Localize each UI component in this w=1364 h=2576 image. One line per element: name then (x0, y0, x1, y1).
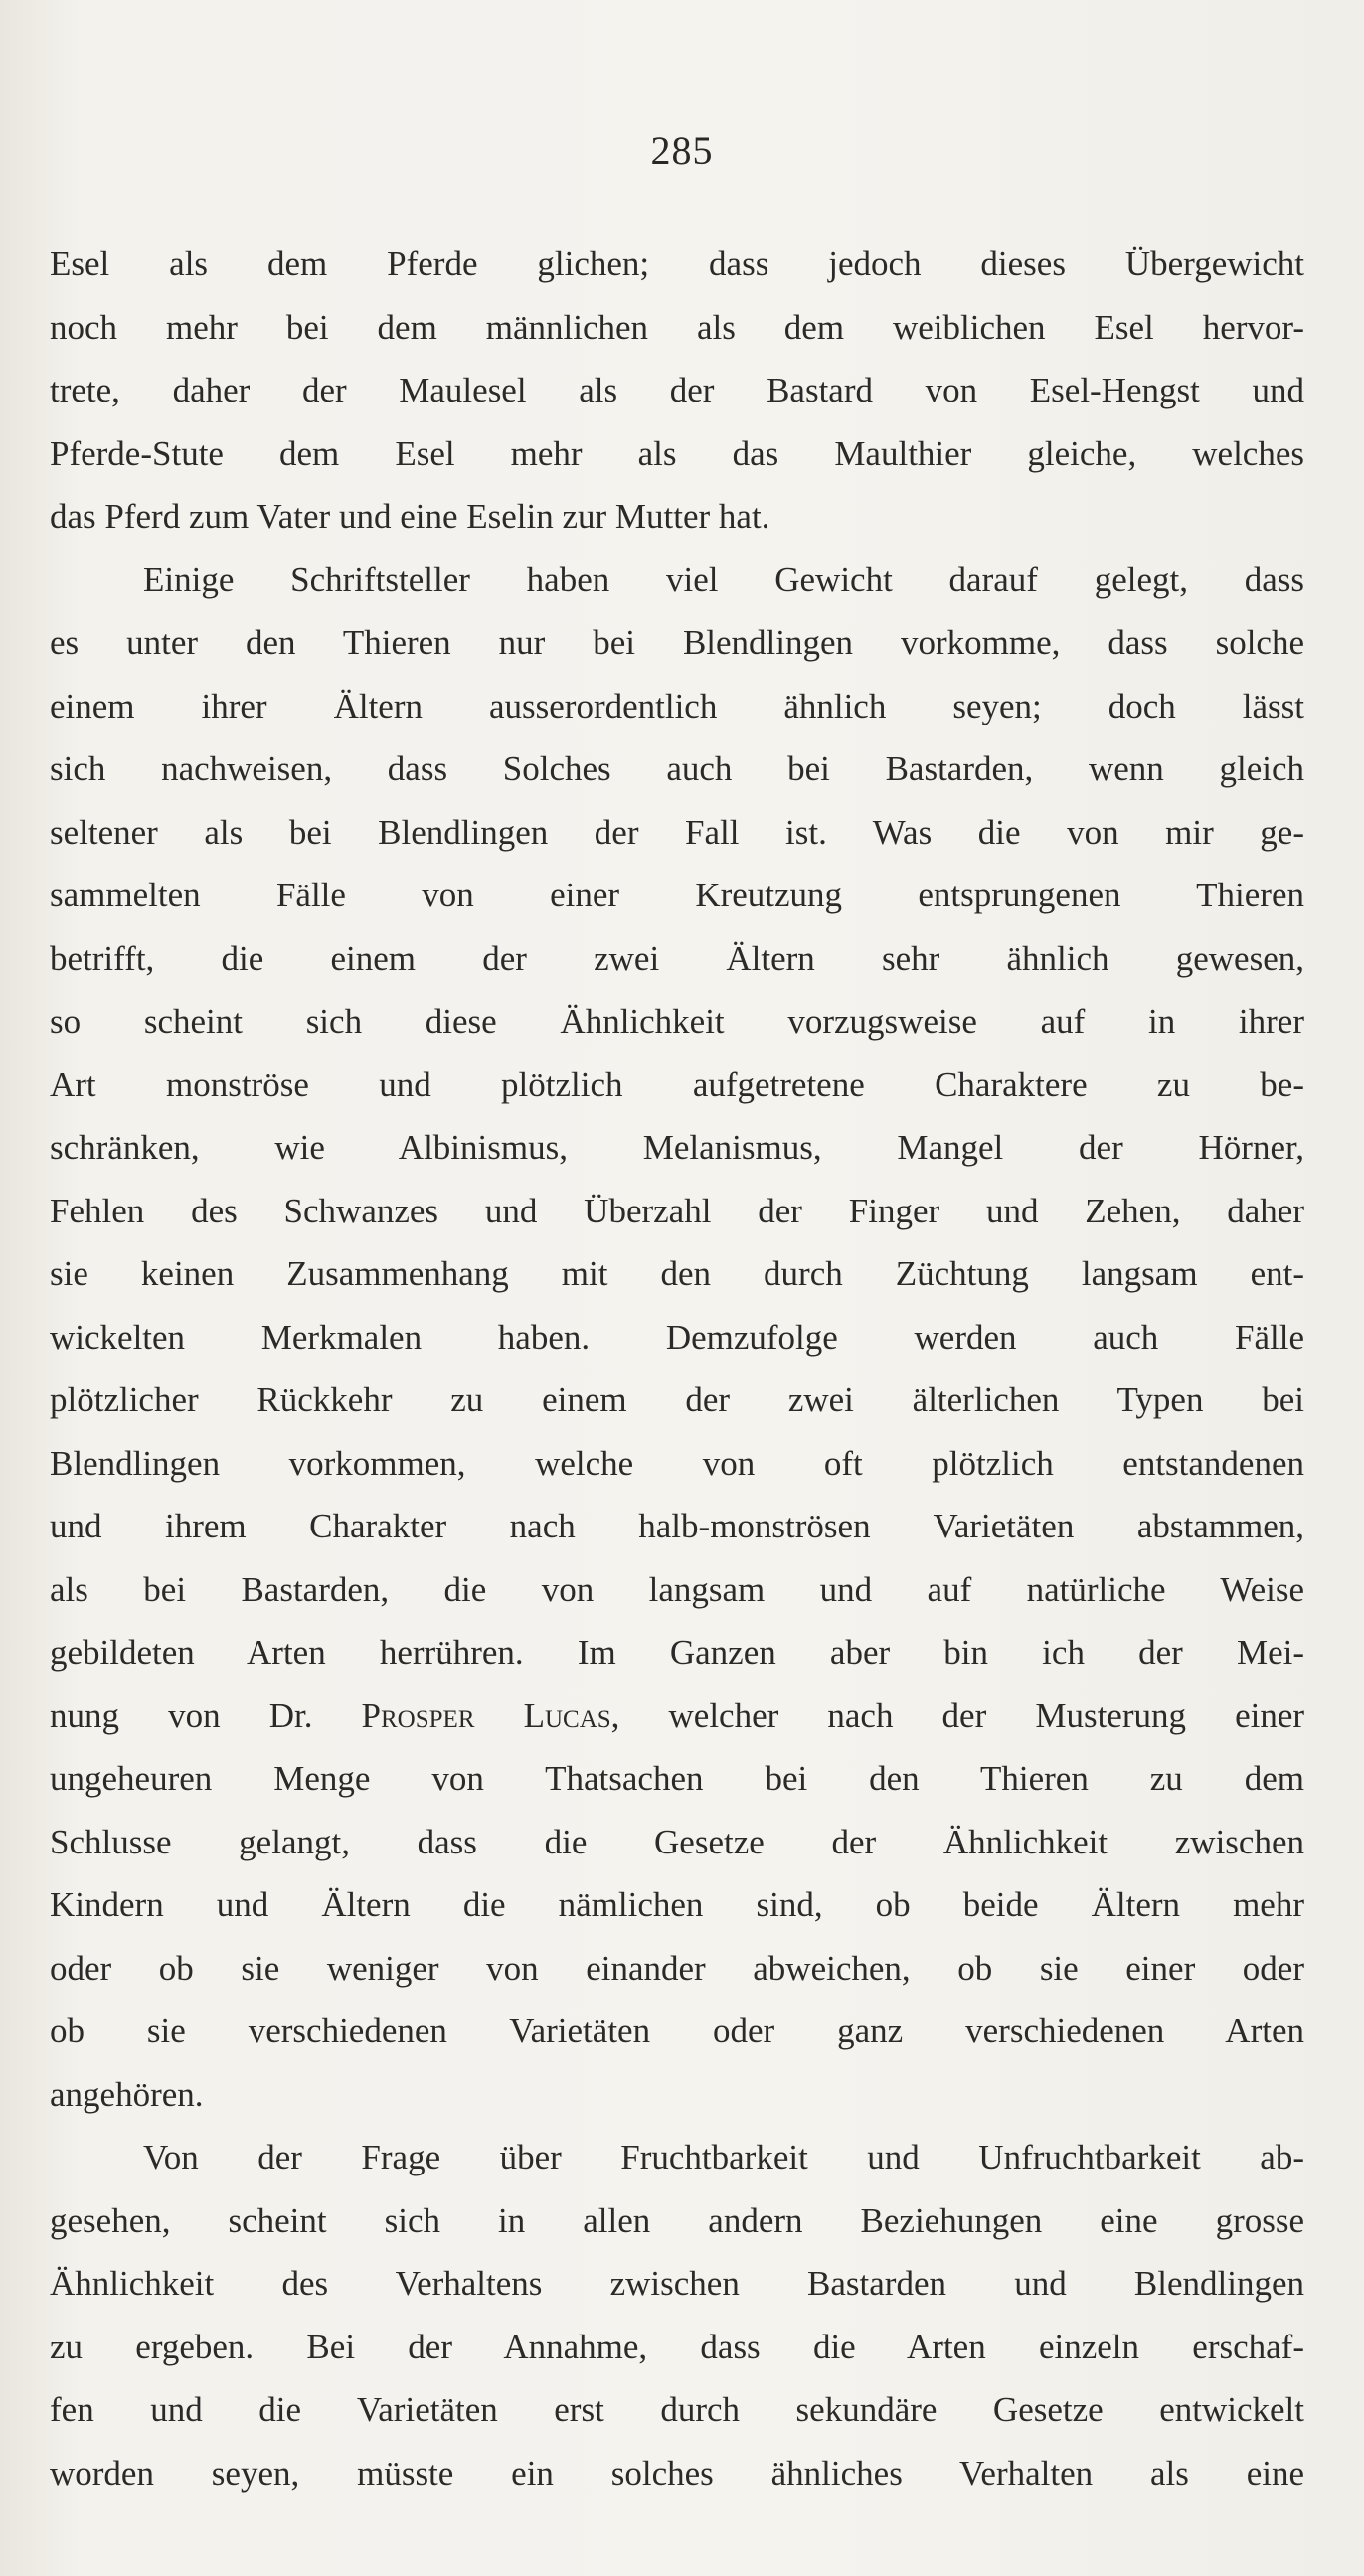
text-line: plötzlicher Rückkehr zu einem der zwei älterlichen Typen bei (50, 1380, 1304, 1419)
text-line: Von der Frage über Fruchtbarkeit und Unfruchtbarkeit ab- (143, 2138, 1304, 2176)
text-line: ob sie verschiedenen Varietäten oder ganz verschiedenen Arten (50, 2012, 1304, 2050)
body-text (50, 233, 1304, 2504)
text-line: noch mehr bei dem männlichen als dem weiblichen Esel hervor- (50, 307, 1304, 347)
text-line: seltener als bei Blendlingen der Fall ist. Was die von mir ge- (50, 812, 1304, 852)
page-number: 285 (650, 128, 714, 173)
text-line: sammelten Fälle von einer Kreutzung entsprungenen Thieren (50, 876, 1304, 914)
text-segment: nung von Dr. (50, 1695, 362, 1735)
text-segment: , welcher nach der Musterung einer (610, 1695, 1305, 1735)
text-line: schränken, wie Albinismus, Melanismus, Mangel der Hörner, (50, 1128, 1304, 1167)
text-line: Kindern und Ältern die nämlichen sind, ob beide Ältern mehr (50, 1885, 1304, 1924)
text-line: Pferde-Stute dem Esel mehr als das Maulthier gleiche, welches (50, 433, 1304, 473)
text-line: wickelten Merkmalen haben. Demzufolge werden auch Fälle (50, 1317, 1304, 1357)
text-line: zu ergeben. Bei der Annahme, dass die Arten einzeln erschaf- (50, 2327, 1304, 2366)
text-line: Einige Schriftsteller haben viel Gewicht darauf gelegt, dass (143, 560, 1304, 599)
text-line: Blendlingen vorkommen, welche von oft plötzlich entstandenen (50, 1443, 1304, 1483)
text-line: so scheint sich diese Ähnlichkeit vorzugsweise auf in ihrer (50, 1002, 1304, 1041)
text-line: einem ihrer Ältern ausserordentlich ähnlich seyen; doch lässt (50, 686, 1304, 725)
text-line: angehören. (50, 2074, 204, 2114)
text-line: es unter den Thieren nur bei Blendlingen vorkomme, dass solche (50, 623, 1304, 662)
text-line: Art monströse und plötzlich aufgetretene Charaktere zu be- (50, 1064, 1304, 1104)
text-line: als bei Bastarden, die von langsam und auf natürliche Weise (50, 1569, 1304, 1609)
text-line: Esel als dem Pferde glichen; dass jedoch dieses Übergewicht (50, 244, 1304, 283)
text-line-with-author (50, 1685, 1304, 1748)
text-line: Schlusse gelangt, dass die Gesetze der Ähnlichkeit zwischen (50, 1822, 1304, 1861)
text-line: das Pferd zum Vater und eine Eselin zur Mutter hat. (50, 497, 770, 536)
text-line: sich nachweisen, dass Solches auch bei Bastarden, wenn gleich (50, 749, 1304, 788)
text-line: sie keinen Zusammenhang mit den durch Züchtung langsam ent- (50, 1254, 1304, 1293)
text-line: betrifft, die einem der zwei Ältern sehr ähnlich gewesen, (50, 938, 1304, 978)
text-line: fen und die Varietäten erst durch sekundäre Gesetze entwickelt (50, 2390, 1304, 2429)
text-line: gesehen, scheint sich in allen andern Beziehungen eine grosse (50, 2200, 1304, 2240)
text-line: oder ob sie weniger von einander abweichen, ob sie einer oder (50, 1948, 1304, 1988)
text-line: Fehlen des Schwanzes und Überzahl der Finger und Zehen, daher (50, 1191, 1304, 1230)
text-line: worden seyen, müsste ein solches ähnliches Verhalten als eine (50, 2453, 1304, 2493)
text-line: Ähnlichkeit des Verhaltens zwischen Bastarden und Blendlingen (50, 2264, 1304, 2303)
text-line: gebildeten Arten herrühren. Im Ganzen aber bin ich der Mei- (50, 1633, 1304, 1672)
text-line: ungeheuren Menge von Thatsachen bei den Thieren zu dem (50, 1759, 1304, 1798)
author-name: Prosper Lucas (361, 1695, 611, 1735)
text-line: trete, daher der Maulesel als der Bastard von Esel-Hengst und (50, 371, 1304, 409)
text-line: und ihrem Charakter nach halb-monströsen Varietäten abstammen, (50, 1507, 1304, 1545)
